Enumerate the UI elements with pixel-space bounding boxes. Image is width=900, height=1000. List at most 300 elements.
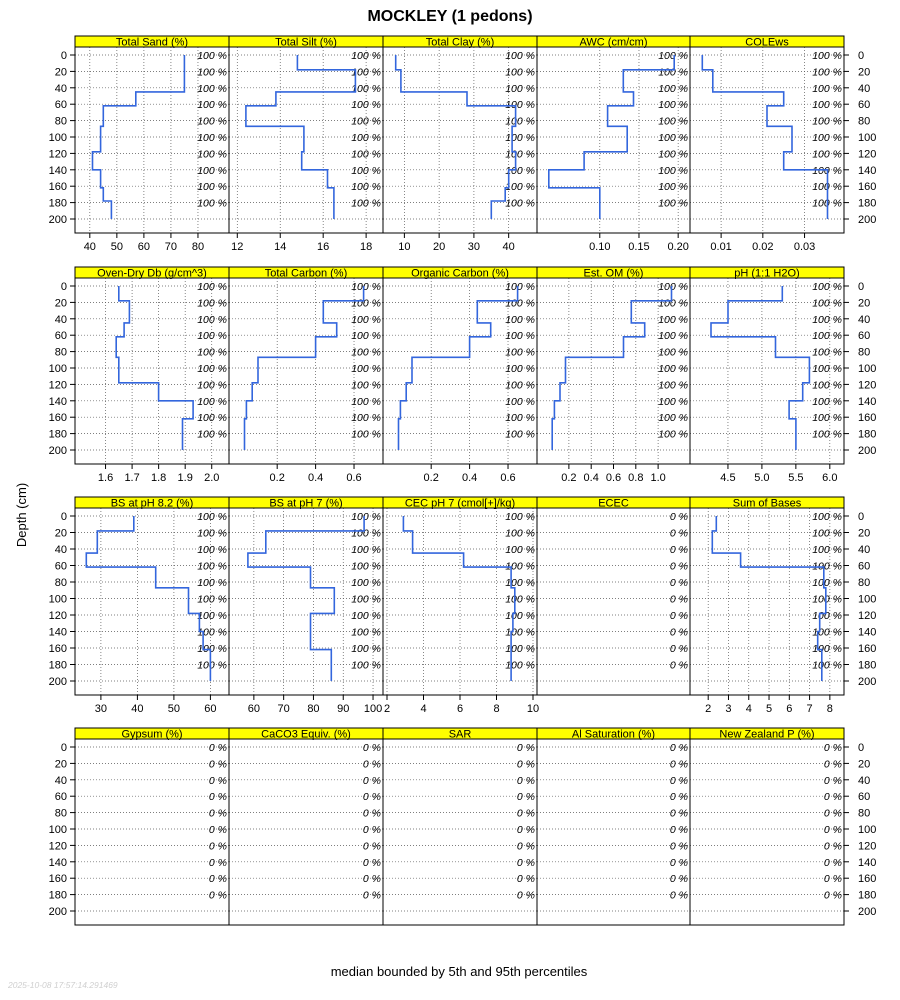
percent-label: 100 % — [658, 115, 688, 128]
y-tick-label: 80 — [54, 346, 67, 359]
y-tick-label: 180 — [48, 428, 67, 441]
percent-label: 100 % — [658, 181, 688, 194]
percent-label: 100 % — [351, 560, 381, 573]
x-tick-label: 40 — [131, 703, 144, 715]
panel — [383, 267, 537, 484]
x-tick-label: 30 — [94, 703, 108, 715]
percent-label: 100 % — [658, 379, 688, 392]
y-tick-label: 20 — [54, 758, 67, 771]
y-tick-label: 60 — [858, 560, 871, 573]
x-tick-label: 14 — [274, 241, 287, 253]
percent-label: 0 % — [208, 840, 227, 853]
y-tick-label: 120 — [858, 840, 877, 853]
percent-label: 100 % — [351, 379, 381, 392]
y-tick-label: 40 — [858, 313, 871, 326]
percent-label: 100 % — [812, 363, 842, 375]
percent-label: 0 % — [516, 856, 535, 869]
percent-label: 100 % — [812, 428, 842, 441]
x-tick-label: 3 — [725, 703, 732, 715]
y-tick-label: 60 — [858, 99, 871, 112]
x-tick-label: 40 — [83, 241, 96, 253]
percent-label: 0 % — [669, 511, 688, 523]
y-tick-label: 140 — [48, 626, 67, 639]
percent-label: 100 % — [197, 181, 227, 194]
y-tick-label: 80 — [54, 807, 67, 820]
percent-label: 100 % — [197, 544, 227, 556]
percent-label: 100 % — [812, 593, 842, 606]
percent-label: 100 % — [505, 544, 535, 556]
y-tick-label: 80 — [54, 115, 67, 128]
percent-label: 100 % — [351, 148, 381, 161]
strip-label: CaCO3 Equiv. (%) — [261, 728, 351, 741]
strip-label: BS at pH 7 (%) — [269, 497, 343, 510]
y-tick-label: 120 — [858, 610, 877, 622]
percent-label: 0 % — [823, 824, 842, 836]
percent-label: 0 % — [669, 774, 688, 787]
x-tick-label: 60 — [137, 241, 151, 253]
y-tick-label: 200 — [858, 214, 877, 226]
x-tick-label: 8 — [493, 703, 500, 715]
panel-border — [537, 739, 690, 925]
percent-label: 100 % — [197, 197, 227, 210]
y-tick-label: 40 — [858, 82, 871, 95]
percent-label: 100 % — [197, 281, 227, 293]
percent-label: 100 % — [351, 181, 381, 194]
percent-label: 100 % — [505, 148, 535, 161]
percent-label: 100 % — [505, 181, 535, 194]
percent-label: 100 % — [351, 577, 381, 589]
percent-label: 100 % — [505, 610, 535, 622]
y-tick-label: 120 — [858, 148, 877, 161]
y-tick-label: 0 — [858, 742, 865, 754]
y-tick-label: 160 — [858, 643, 877, 655]
y-tick-label: 80 — [858, 115, 871, 128]
strip-label: AWC (cm/cm) — [579, 36, 648, 49]
percent-label: 0 % — [669, 889, 688, 902]
percent-label: 100 % — [812, 115, 842, 128]
percent-label: 0 % — [669, 560, 688, 573]
percent-label: 0 % — [669, 659, 688, 672]
y-tick-label: 120 — [48, 379, 67, 392]
percent-label: 0 % — [208, 856, 227, 869]
percent-label: 100 % — [197, 82, 227, 95]
x-tick-label: 50 — [110, 241, 123, 253]
percent-label: 100 % — [351, 313, 381, 326]
percent-label: 100 % — [812, 330, 842, 343]
percent-label: 100 % — [658, 346, 688, 359]
x-tick-label: 0.8 — [628, 472, 644, 484]
percent-label: 100 % — [658, 99, 688, 112]
percent-label: 100 % — [197, 379, 227, 392]
x-tick-label: 12 — [231, 241, 244, 253]
percent-label: 100 % — [505, 297, 535, 310]
percent-label: 100 % — [197, 395, 227, 408]
x-tick-label: 1.6 — [97, 472, 114, 484]
percent-label: 100 % — [197, 346, 227, 359]
percent-label: 100 % — [505, 428, 535, 441]
percent-label: 100 % — [505, 115, 535, 128]
profile-line — [86, 516, 210, 681]
percent-label: 100 % — [197, 412, 227, 425]
strip-label: Gypsum (%) — [121, 728, 183, 741]
percent-label: 100 % — [812, 643, 842, 655]
strip-label: BS at pH 8.2 (%) — [110, 497, 194, 510]
panel — [229, 36, 383, 253]
percent-label: 100 % — [197, 132, 227, 144]
percent-label: 100 % — [197, 115, 227, 128]
y-tick-label: 60 — [54, 791, 67, 804]
percent-label: 100 % — [197, 577, 227, 589]
x-tick-label: 10 — [398, 241, 411, 253]
y-tick-label: 100 — [858, 824, 877, 836]
panel — [690, 728, 876, 925]
y-tick-label: 80 — [858, 346, 871, 359]
strip-label: CEC pH 7 (cmol[+]/kg) — [404, 497, 516, 510]
percent-label: 100 % — [812, 346, 842, 359]
percent-label: 100 % — [658, 297, 688, 310]
percent-label: 100 % — [505, 412, 535, 425]
x-tick-label: 20 — [433, 241, 446, 253]
percent-label: 100 % — [812, 395, 842, 408]
percent-label: 0 % — [669, 544, 688, 556]
x-tick-label: 0.2 — [269, 472, 285, 484]
y-axis-label: Depth (cm) — [14, 482, 29, 548]
y-tick-label: 180 — [858, 197, 877, 210]
percent-label: 0 % — [516, 873, 535, 886]
percent-label: 100 % — [812, 412, 842, 425]
percent-label: 100 % — [505, 281, 535, 293]
panel — [690, 36, 876, 253]
percent-label: 100 % — [351, 132, 381, 144]
percent-label: 100 % — [505, 346, 535, 359]
percent-label: 0 % — [516, 774, 535, 787]
y-tick-label: 20 — [54, 66, 67, 79]
percent-label: 0 % — [669, 593, 688, 606]
percent-label: 100 % — [658, 66, 688, 79]
percent-label: 0 % — [669, 873, 688, 886]
footer-caption: median bounded by 5th and 95th percentiles — [330, 964, 588, 979]
y-tick-label: 100 — [858, 132, 877, 144]
y-tick-label: 40 — [54, 313, 67, 326]
y-tick-label: 200 — [858, 445, 877, 457]
percent-label: 100 % — [351, 164, 381, 177]
panel — [690, 497, 876, 715]
percent-label: 100 % — [505, 82, 535, 95]
percent-label: 100 % — [658, 148, 688, 161]
percent-label: 0 % — [669, 626, 688, 639]
panel — [49, 36, 229, 253]
y-tick-label: 0 — [858, 281, 865, 293]
chart-title: MOCKLEY (1 pedons) — [367, 8, 533, 25]
percent-label: 100 % — [812, 610, 842, 622]
percent-label: 0 % — [208, 807, 227, 820]
panel-border — [537, 508, 690, 695]
panel — [537, 267, 690, 484]
x-tick-label: 0.4 — [307, 472, 324, 484]
x-tick-label: 50 — [167, 703, 181, 715]
y-tick-label: 160 — [48, 643, 67, 655]
x-tick-label: 70 — [277, 703, 290, 715]
strip-label: Sum of Bases — [732, 497, 802, 510]
y-tick-label: 120 — [48, 148, 67, 161]
percent-label: 0 % — [516, 824, 535, 836]
y-tick-label: 180 — [858, 428, 877, 441]
y-tick-label: 160 — [48, 412, 67, 425]
percent-label: 100 % — [812, 626, 842, 639]
x-tick-label: 18 — [359, 241, 373, 253]
panel — [537, 497, 690, 695]
y-tick-label: 60 — [54, 99, 67, 112]
x-tick-label: 5.5 — [788, 472, 804, 484]
y-tick-label: 160 — [48, 873, 67, 886]
percent-label: 100 % — [351, 346, 381, 359]
y-tick-label: 160 — [858, 181, 877, 194]
y-tick-label: 120 — [48, 610, 67, 622]
percent-label: 0 % — [823, 889, 842, 902]
percent-label: 0 % — [208, 742, 227, 754]
x-tick-label: 5.0 — [754, 472, 770, 484]
percent-label: 100 % — [351, 82, 381, 95]
percent-label: 100 % — [351, 281, 381, 293]
percent-label: 100 % — [351, 544, 381, 556]
percent-label: 100 % — [505, 626, 535, 639]
percent-label: 100 % — [658, 164, 688, 177]
x-tick-label: 6 — [456, 703, 464, 715]
x-tick-label: 0.2 — [561, 472, 577, 484]
y-tick-label: 160 — [858, 412, 877, 425]
percent-label: 0 % — [669, 824, 688, 836]
percent-label: 100 % — [351, 626, 381, 639]
y-tick-label: 0 — [60, 50, 67, 62]
x-tick-label: 1.0 — [650, 472, 666, 484]
y-tick-label: 0 — [60, 511, 67, 523]
y-tick-label: 200 — [48, 214, 67, 226]
y-tick-label: 40 — [54, 774, 67, 787]
percent-label: 100 % — [351, 330, 381, 343]
y-tick-label: 20 — [858, 758, 871, 771]
panel — [49, 497, 229, 715]
x-tick-label: 0.02 — [752, 241, 774, 253]
percent-label: 100 % — [505, 66, 535, 79]
percent-label: 0 % — [823, 791, 842, 804]
percent-label: 100 % — [505, 197, 535, 210]
percent-label: 100 % — [197, 297, 227, 310]
percent-label: 100 % — [812, 66, 842, 79]
profile-line — [116, 286, 193, 450]
y-tick-label: 140 — [858, 164, 877, 177]
percent-label: 0 % — [669, 791, 688, 804]
panel-grid — [49, 36, 877, 925]
percent-label: 100 % — [505, 164, 535, 177]
percent-label: 100 % — [197, 610, 227, 622]
panel — [49, 267, 229, 484]
panel — [383, 36, 537, 253]
percent-label: 100 % — [812, 99, 842, 112]
y-tick-label: 20 — [858, 297, 871, 310]
percent-label: 100 % — [812, 148, 842, 161]
percent-label: 100 % — [812, 313, 842, 326]
percent-label: 0 % — [208, 824, 227, 836]
percent-label: 100 % — [197, 560, 227, 573]
y-tick-label: 20 — [858, 527, 871, 540]
percent-label: 100 % — [197, 148, 227, 161]
percent-label: 100 % — [351, 593, 381, 606]
percent-label: 100 % — [505, 577, 535, 589]
percent-label: 0 % — [516, 742, 535, 754]
strip-label: COLEws — [745, 36, 789, 49]
x-tick-label: 80 — [307, 703, 320, 715]
y-tick-label: 20 — [858, 66, 871, 79]
percent-label: 100 % — [505, 560, 535, 573]
percent-label: 100 % — [658, 363, 688, 375]
percent-label: 0 % — [516, 758, 535, 771]
percent-label: 0 % — [669, 840, 688, 853]
panel — [537, 728, 690, 925]
x-tick-label: 4.5 — [720, 472, 736, 484]
x-tick-label: 0.01 — [710, 241, 732, 253]
percent-label: 0 % — [362, 791, 381, 804]
y-tick-label: 100 — [48, 824, 67, 836]
percent-label: 100 % — [197, 50, 227, 62]
percent-label: 0 % — [669, 577, 688, 589]
percent-label: 100 % — [197, 428, 227, 441]
percent-label: 100 % — [505, 643, 535, 655]
percent-label: 100 % — [812, 379, 842, 392]
percent-label: 100 % — [351, 428, 381, 441]
percent-label: 100 % — [505, 379, 535, 392]
percent-label: 0 % — [669, 643, 688, 655]
x-tick-label: 2 — [705, 703, 712, 715]
strip-label: Total Clay (%) — [425, 36, 495, 49]
percent-label: 100 % — [812, 132, 842, 144]
panel — [383, 728, 537, 925]
strip-label: Total Sand (%) — [115, 36, 189, 49]
percent-label: 100 % — [351, 363, 381, 375]
percent-label: 100 % — [351, 197, 381, 210]
percent-label: 0 % — [516, 791, 535, 804]
percent-label: 0 % — [362, 873, 381, 886]
y-tick-label: 0 — [858, 511, 865, 523]
y-tick-label: 140 — [858, 395, 877, 408]
y-tick-label: 200 — [48, 445, 67, 457]
strip-label: Oven-Dry Db (g/cm^3) — [97, 267, 207, 280]
percent-label: 100 % — [197, 66, 227, 79]
strip-label: pH (1:1 H2O) — [734, 267, 800, 280]
x-tick-label: 7 — [806, 703, 813, 715]
percent-label: 100 % — [197, 511, 227, 523]
y-tick-label: 120 — [48, 840, 67, 853]
y-tick-label: 40 — [858, 774, 871, 787]
percent-label: 0 % — [823, 873, 842, 886]
percent-label: 100 % — [812, 297, 842, 310]
percent-label: 100 % — [812, 544, 842, 556]
percent-label: 0 % — [362, 824, 381, 836]
panel-border — [690, 739, 844, 925]
percent-label: 100 % — [505, 132, 535, 144]
x-tick-label: 2 — [383, 703, 391, 715]
percent-label: 100 % — [658, 330, 688, 343]
y-tick-label: 200 — [858, 676, 877, 688]
percent-label: 100 % — [505, 593, 535, 606]
x-tick-label: 60 — [204, 703, 217, 715]
x-tick-label: 1.7 — [124, 472, 140, 484]
percent-label: 0 % — [362, 758, 381, 771]
y-tick-label: 100 — [858, 593, 877, 606]
y-tick-label: 20 — [54, 527, 67, 540]
x-tick-label: 4 — [420, 703, 427, 715]
strip-label: Total Silt (%) — [275, 36, 337, 49]
x-tick-label: 0.15 — [628, 241, 650, 253]
y-tick-label: 200 — [858, 906, 877, 918]
percent-label: 0 % — [362, 840, 381, 853]
panel — [49, 728, 229, 925]
x-tick-label: 1.9 — [177, 472, 193, 484]
x-tick-label: 5 — [765, 703, 773, 715]
x-tick-label: 0.4 — [461, 472, 478, 484]
percent-label: 100 % — [351, 66, 381, 79]
percent-label: 100 % — [197, 313, 227, 326]
percent-label: 100 % — [505, 363, 535, 375]
timestamp: 2025-10-08 17:57:14.291469 — [8, 980, 118, 990]
percent-label: 0 % — [669, 758, 688, 771]
y-tick-label: 200 — [48, 906, 67, 918]
x-tick-label: 80 — [191, 241, 205, 253]
x-tick-label: 0.6 — [346, 472, 362, 484]
x-tick-label: 1.8 — [150, 472, 167, 484]
percent-label: 0 % — [823, 856, 842, 869]
percent-label: 100 % — [351, 412, 381, 425]
panel-border — [229, 739, 383, 925]
profile-line — [403, 516, 514, 681]
y-tick-label: 80 — [54, 577, 67, 589]
x-tick-label: 0.03 — [793, 241, 816, 253]
percent-label: 0 % — [516, 807, 535, 820]
y-tick-label: 180 — [48, 659, 67, 672]
x-tick-label: 0.6 — [500, 472, 516, 484]
profile-line — [711, 286, 809, 450]
percent-label: 100 % — [812, 527, 842, 540]
percent-label: 100 % — [197, 164, 227, 177]
percent-label: 0 % — [823, 758, 842, 771]
percent-label: 100 % — [812, 164, 842, 177]
y-tick-label: 100 — [858, 363, 877, 375]
panel — [537, 36, 690, 253]
percent-label: 100 % — [658, 50, 688, 62]
x-tick-label: 0.6 — [605, 472, 622, 484]
percent-label: 100 % — [812, 82, 842, 95]
percent-label: 100 % — [197, 330, 227, 343]
x-tick-label: 60 — [247, 703, 260, 715]
percent-label: 100 % — [658, 412, 688, 425]
percent-label: 0 % — [362, 856, 381, 869]
x-tick-label: 16 — [317, 241, 330, 253]
percent-label: 0 % — [516, 889, 535, 902]
x-tick-label: 4 — [745, 703, 752, 715]
strip-label: Total Carbon (%) — [264, 267, 348, 280]
percent-label: 100 % — [658, 281, 688, 293]
percent-label: 100 % — [351, 527, 381, 540]
percent-label: 100 % — [197, 593, 227, 606]
percent-label: 0 % — [208, 873, 227, 886]
y-tick-label: 40 — [54, 82, 67, 95]
y-tick-label: 100 — [48, 132, 67, 144]
percent-label: 100 % — [351, 511, 381, 523]
percent-label: 100 % — [505, 659, 535, 672]
percent-label: 100 % — [812, 511, 842, 523]
percent-label: 100 % — [812, 50, 842, 62]
percent-label: 100 % — [658, 132, 688, 144]
percent-label: 100 % — [351, 395, 381, 408]
